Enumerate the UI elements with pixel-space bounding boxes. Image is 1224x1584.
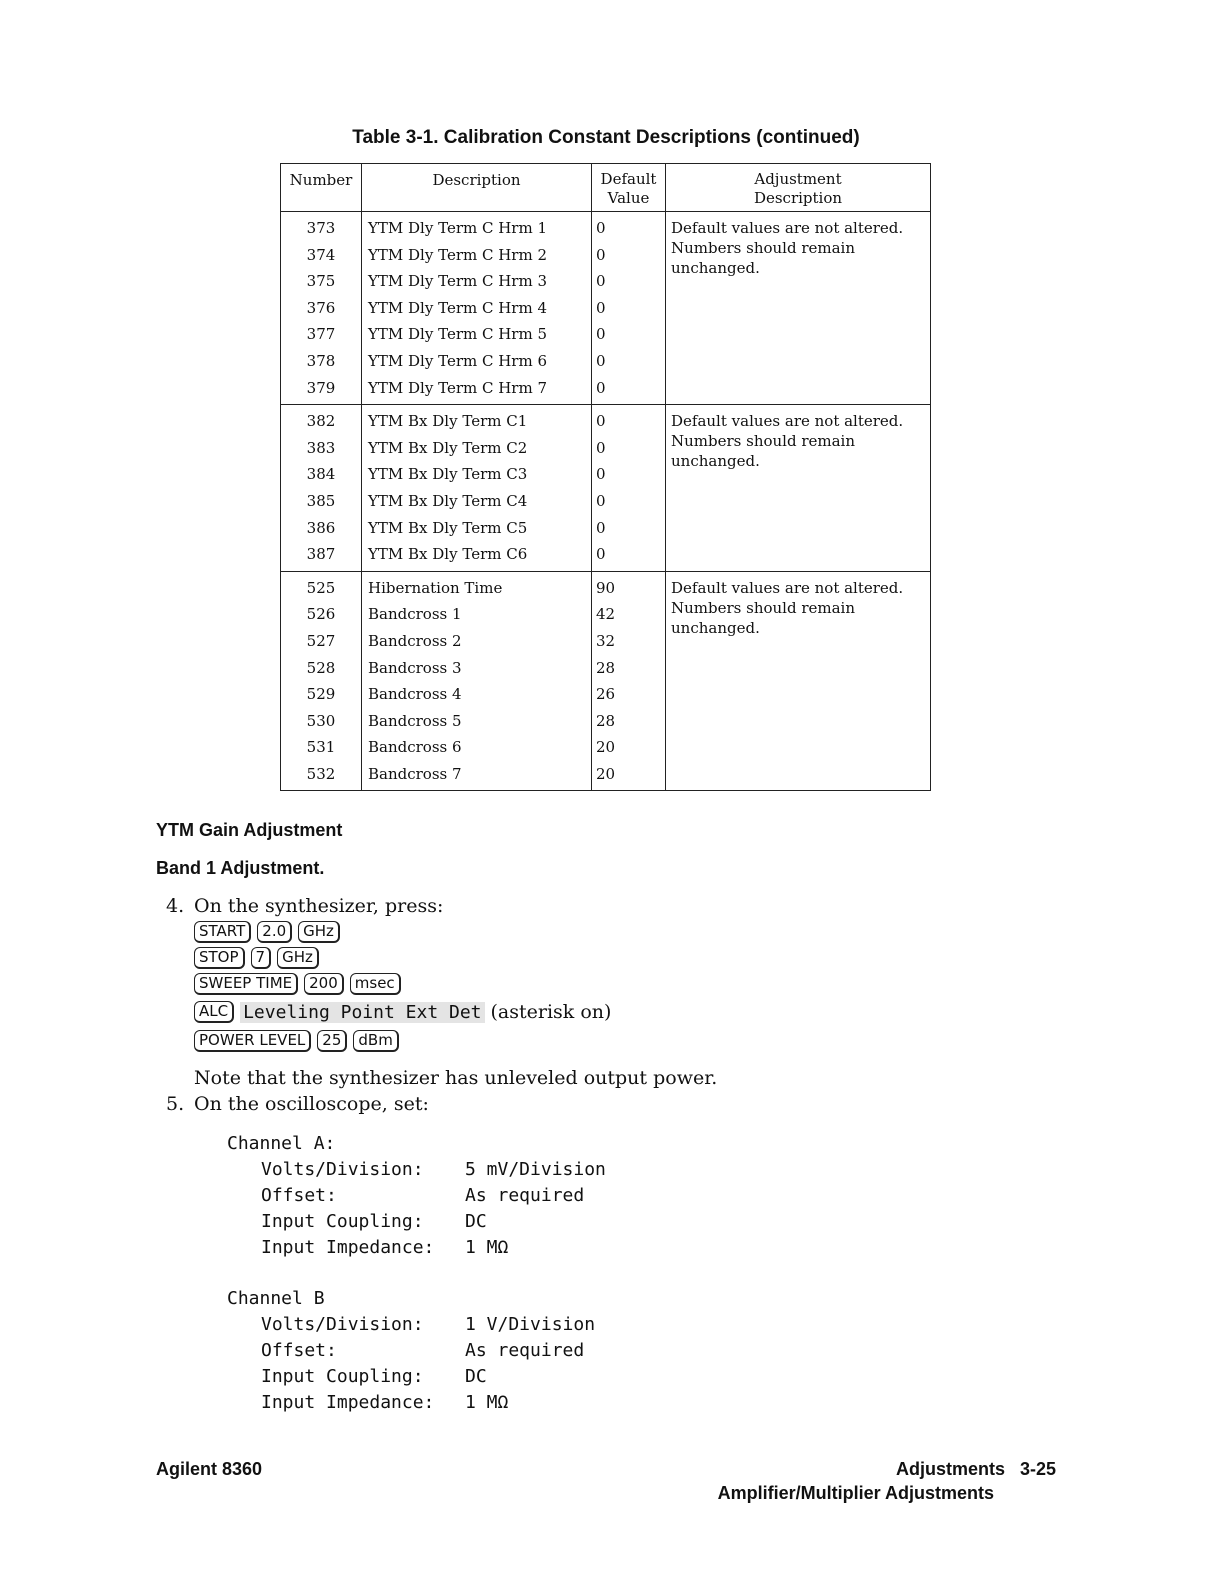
cell-default-value: 20 bbox=[592, 737, 666, 764]
footer-page-ref: Adjustments 3-25 bbox=[895, 1459, 1056, 1479]
hardkey[interactable]: dBm bbox=[353, 1030, 398, 1052]
setting-label: Offset: bbox=[261, 1340, 337, 1361]
hardkey[interactable]: GHz bbox=[298, 921, 340, 943]
cell-description: Bandcross 7 bbox=[362, 764, 592, 791]
setting-value: DC bbox=[465, 1211, 487, 1232]
cell-description: YTM Dly Term C Hrm 5 bbox=[362, 324, 592, 351]
cell-number: 385 bbox=[281, 491, 362, 518]
adjustment-line: Default values are not altered. bbox=[671, 578, 904, 597]
cell-number: 373 bbox=[281, 212, 362, 245]
cell-default-value: 0 bbox=[592, 378, 666, 405]
cell-description: Hibernation Time bbox=[362, 571, 592, 604]
cell-default-value: 0 bbox=[592, 212, 666, 245]
setting-value: 1 MΩ bbox=[465, 1237, 509, 1258]
cell-number: 387 bbox=[281, 544, 362, 571]
setting-label: Input Impedance: bbox=[261, 1237, 435, 1258]
step-4-text: On the synthesizer, press: bbox=[194, 895, 444, 917]
cell-description: YTM Dly Term C Hrm 2 bbox=[362, 245, 592, 272]
cell-default-value: 0 bbox=[592, 405, 666, 438]
cell-default-value: 32 bbox=[592, 631, 666, 658]
hardkey[interactable]: 200 bbox=[304, 973, 344, 995]
setting-label: Input Impedance: bbox=[261, 1392, 435, 1413]
cell-number: 386 bbox=[281, 518, 362, 545]
cell-number: 528 bbox=[281, 658, 362, 685]
subsection-heading: Band 1 Adjustment. bbox=[156, 858, 325, 878]
col-header-default-line1: Default bbox=[600, 170, 657, 188]
cell-default-value: 28 bbox=[592, 711, 666, 738]
cell-default-value: 0 bbox=[592, 351, 666, 378]
calibration-constants-table bbox=[280, 163, 931, 791]
hardkey[interactable]: POWER LEVEL bbox=[194, 1030, 311, 1052]
hardkey[interactable]: GHz bbox=[277, 947, 319, 969]
adjustment-line: unchanged. bbox=[671, 452, 760, 471]
cell-number: 376 bbox=[281, 298, 362, 325]
softkey-leveling-point-ext-det[interactable]: Leveling Point Ext Det bbox=[240, 1002, 484, 1023]
table-row bbox=[281, 212, 931, 245]
cell-description: Bandcross 6 bbox=[362, 737, 592, 764]
cell-number: 374 bbox=[281, 245, 362, 272]
cell-description: YTM Dly Term C Hrm 1 bbox=[362, 212, 592, 245]
footer-product: Agilent 8360 bbox=[156, 1459, 263, 1479]
adjustment-line: Numbers should remain bbox=[671, 432, 856, 451]
col-header-adjustment bbox=[666, 164, 931, 212]
cell-default-value: 0 bbox=[592, 324, 666, 351]
cell-description: YTM Bx Dly Term C6 bbox=[362, 544, 592, 571]
adjustment-line: Numbers should remain bbox=[671, 239, 856, 257]
adjustment-line: Numbers should remain bbox=[671, 598, 856, 617]
hardkey[interactable]: 2.0 bbox=[257, 921, 292, 943]
table-body bbox=[281, 212, 931, 791]
cell-adjustment-description bbox=[666, 405, 931, 572]
cell-number: 382 bbox=[281, 405, 362, 438]
col-header-description: Description bbox=[362, 164, 592, 212]
cell-description: Bandcross 5 bbox=[362, 711, 592, 738]
col-header-default-line2: Value bbox=[607, 189, 650, 207]
cell-default-value: 0 bbox=[592, 298, 666, 325]
col-header-number: Number bbox=[281, 164, 362, 212]
setting-label: Volts/Division: bbox=[261, 1314, 424, 1335]
col-header-adjustment-line1: Adjustment bbox=[754, 170, 842, 188]
cell-default-value: 90 bbox=[592, 571, 666, 604]
channel-name: Channel A: bbox=[227, 1133, 336, 1154]
cell-default-value: 0 bbox=[592, 271, 666, 298]
step-5-number: 5. bbox=[166, 1093, 185, 1115]
col-header-default-value bbox=[592, 164, 666, 212]
cell-number: 378 bbox=[281, 351, 362, 378]
step-4-note: Note that the synthesizer has unleveled output power. bbox=[194, 1067, 718, 1089]
cell-default-value: 0 bbox=[592, 544, 666, 571]
hardkey[interactable]: 25 bbox=[317, 1030, 347, 1052]
cell-default-value: 0 bbox=[592, 245, 666, 272]
cell-number: 383 bbox=[281, 438, 362, 465]
cell-adjustment-description bbox=[666, 212, 931, 405]
cell-description: Bandcross 3 bbox=[362, 658, 592, 685]
col-header-adjustment-line2: Description bbox=[753, 189, 843, 207]
cell-number: 375 bbox=[281, 271, 362, 298]
setting-value: 1 V/Division bbox=[465, 1314, 596, 1335]
hardkey[interactable]: ALC bbox=[194, 1001, 234, 1023]
cell-description: Bandcross 4 bbox=[362, 684, 592, 711]
setting-value: 5 mV/Division bbox=[465, 1159, 606, 1180]
cell-default-value: 20 bbox=[592, 764, 666, 791]
key-line bbox=[194, 921, 346, 947]
cell-number: 377 bbox=[281, 324, 362, 351]
setting-label: Volts/Division: bbox=[261, 1159, 424, 1180]
cell-description: YTM Bx Dly Term C5 bbox=[362, 518, 592, 545]
table-header-row bbox=[281, 164, 931, 212]
adjustment-line: Default values are not altered. bbox=[671, 412, 904, 431]
setting-value: As required bbox=[465, 1185, 585, 1206]
key-line bbox=[194, 1030, 405, 1056]
channel-name: Channel B bbox=[227, 1288, 325, 1309]
cell-number: 384 bbox=[281, 464, 362, 491]
cell-description: YTM Dly Term C Hrm 7 bbox=[362, 378, 592, 405]
cell-number: 532 bbox=[281, 764, 362, 791]
cell-adjustment-description bbox=[666, 571, 931, 791]
cell-number: 379 bbox=[281, 378, 362, 405]
cell-description: Bandcross 1 bbox=[362, 604, 592, 631]
table-row bbox=[281, 405, 931, 438]
cell-default-value: 0 bbox=[592, 518, 666, 545]
cell-description: YTM Bx Dly Term C2 bbox=[362, 438, 592, 465]
cell-number: 530 bbox=[281, 711, 362, 738]
table-row bbox=[281, 571, 931, 604]
section-heading: YTM Gain Adjustment bbox=[156, 820, 343, 840]
setting-value: 1 MΩ bbox=[465, 1392, 509, 1413]
cell-default-value: 0 bbox=[592, 491, 666, 518]
hardkey[interactable]: STOP bbox=[194, 947, 245, 969]
cell-description: YTM Bx Dly Term C4 bbox=[362, 491, 592, 518]
cell-default-value: 0 bbox=[592, 464, 666, 491]
cell-description: YTM Dly Term C Hrm 4 bbox=[362, 298, 592, 325]
cell-number: 525 bbox=[281, 571, 362, 604]
cell-description: YTM Dly Term C Hrm 6 bbox=[362, 351, 592, 378]
cell-description: YTM Dly Term C Hrm 3 bbox=[362, 271, 592, 298]
key-line bbox=[194, 1001, 611, 1027]
cell-number: 527 bbox=[281, 631, 362, 658]
softkey-note: (asterisk on) bbox=[490, 1001, 612, 1023]
setting-label: Input Coupling: bbox=[261, 1366, 424, 1387]
cell-description: YTM Bx Dly Term C1 bbox=[362, 405, 592, 438]
cell-default-value: 28 bbox=[592, 658, 666, 685]
setting-value: DC bbox=[465, 1366, 487, 1387]
adjustment-line: unchanged. bbox=[671, 618, 760, 637]
cell-number: 531 bbox=[281, 737, 362, 764]
table-title: Table 3-1. Calibration Constant Descriptions (continued) bbox=[352, 127, 860, 148]
hardkey[interactable]: START bbox=[194, 921, 251, 943]
adjustment-line: Default values are not altered. bbox=[671, 219, 904, 237]
cell-number: 529 bbox=[281, 684, 362, 711]
cell-description: YTM Bx Dly Term C3 bbox=[362, 464, 592, 491]
adjustment-line: unchanged. bbox=[671, 259, 760, 277]
key-line bbox=[194, 947, 325, 973]
cell-number: 526 bbox=[281, 604, 362, 631]
hardkey[interactable]: SWEEP TIME bbox=[194, 973, 298, 995]
footer-chapter: Amplifier/Multiplier Adjustments bbox=[717, 1483, 994, 1503]
setting-value: As required bbox=[465, 1340, 585, 1361]
hardkey[interactable]: 7 bbox=[251, 947, 272, 969]
cell-default-value: 0 bbox=[592, 438, 666, 465]
setting-label: Offset: bbox=[261, 1185, 337, 1206]
step-5-text: On the oscilloscope, set: bbox=[194, 1093, 429, 1115]
cell-default-value: 42 bbox=[592, 604, 666, 631]
cell-description: Bandcross 2 bbox=[362, 631, 592, 658]
hardkey[interactable]: msec bbox=[350, 973, 401, 995]
setting-label: Input Coupling: bbox=[261, 1211, 424, 1232]
step-4-number: 4. bbox=[166, 895, 185, 917]
key-line bbox=[194, 973, 407, 999]
cell-default-value: 26 bbox=[592, 684, 666, 711]
